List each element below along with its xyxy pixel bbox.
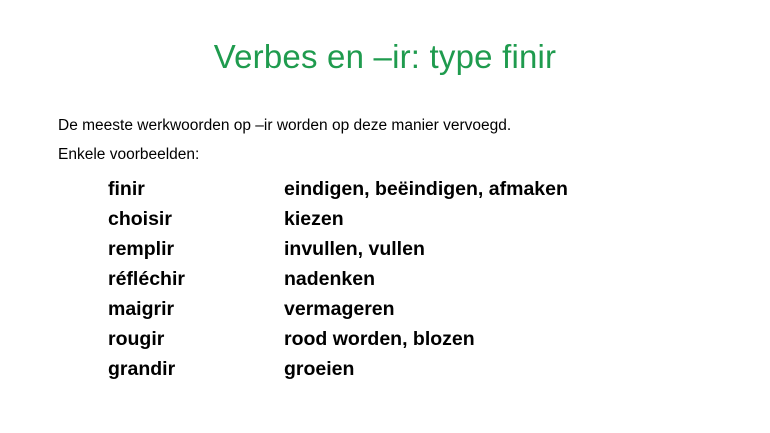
- verb-dutch: eindigen, beëindigen, afmaken: [284, 178, 568, 200]
- page-title: Verbes en –ir: type finir: [213, 38, 557, 75]
- table-row: [108, 294, 704, 324]
- verb-french: réfléchir: [108, 268, 185, 290]
- verb-dutch: vermageren: [284, 298, 395, 320]
- verb-french: remplir: [108, 238, 175, 260]
- table-row: [108, 204, 704, 234]
- verb-french: finir: [108, 178, 145, 200]
- verb-dutch: invullen, vullen: [284, 238, 425, 260]
- intro-line-1: De meeste werkwoorden op –ir worden op deze manier vervoegd.: [58, 117, 512, 134]
- verb-dutch: rood worden, blozen: [284, 328, 475, 350]
- table-row: [108, 234, 704, 264]
- table-row: [108, 354, 704, 384]
- verb-french: choisir: [108, 208, 172, 230]
- table-row: [108, 324, 704, 354]
- verb-dutch: nadenken: [284, 268, 376, 290]
- verb-french: grandir: [108, 358, 176, 380]
- intro-line-2: Enkele voorbeelden:: [58, 146, 200, 163]
- verb-french: maigrir: [108, 298, 175, 320]
- table-row: [108, 264, 704, 294]
- table-row: [108, 174, 704, 204]
- verb-table: [108, 174, 704, 384]
- verb-dutch: groeien: [284, 358, 355, 380]
- verb-french: rougir: [108, 328, 165, 350]
- verb-dutch: kiezen: [284, 208, 344, 230]
